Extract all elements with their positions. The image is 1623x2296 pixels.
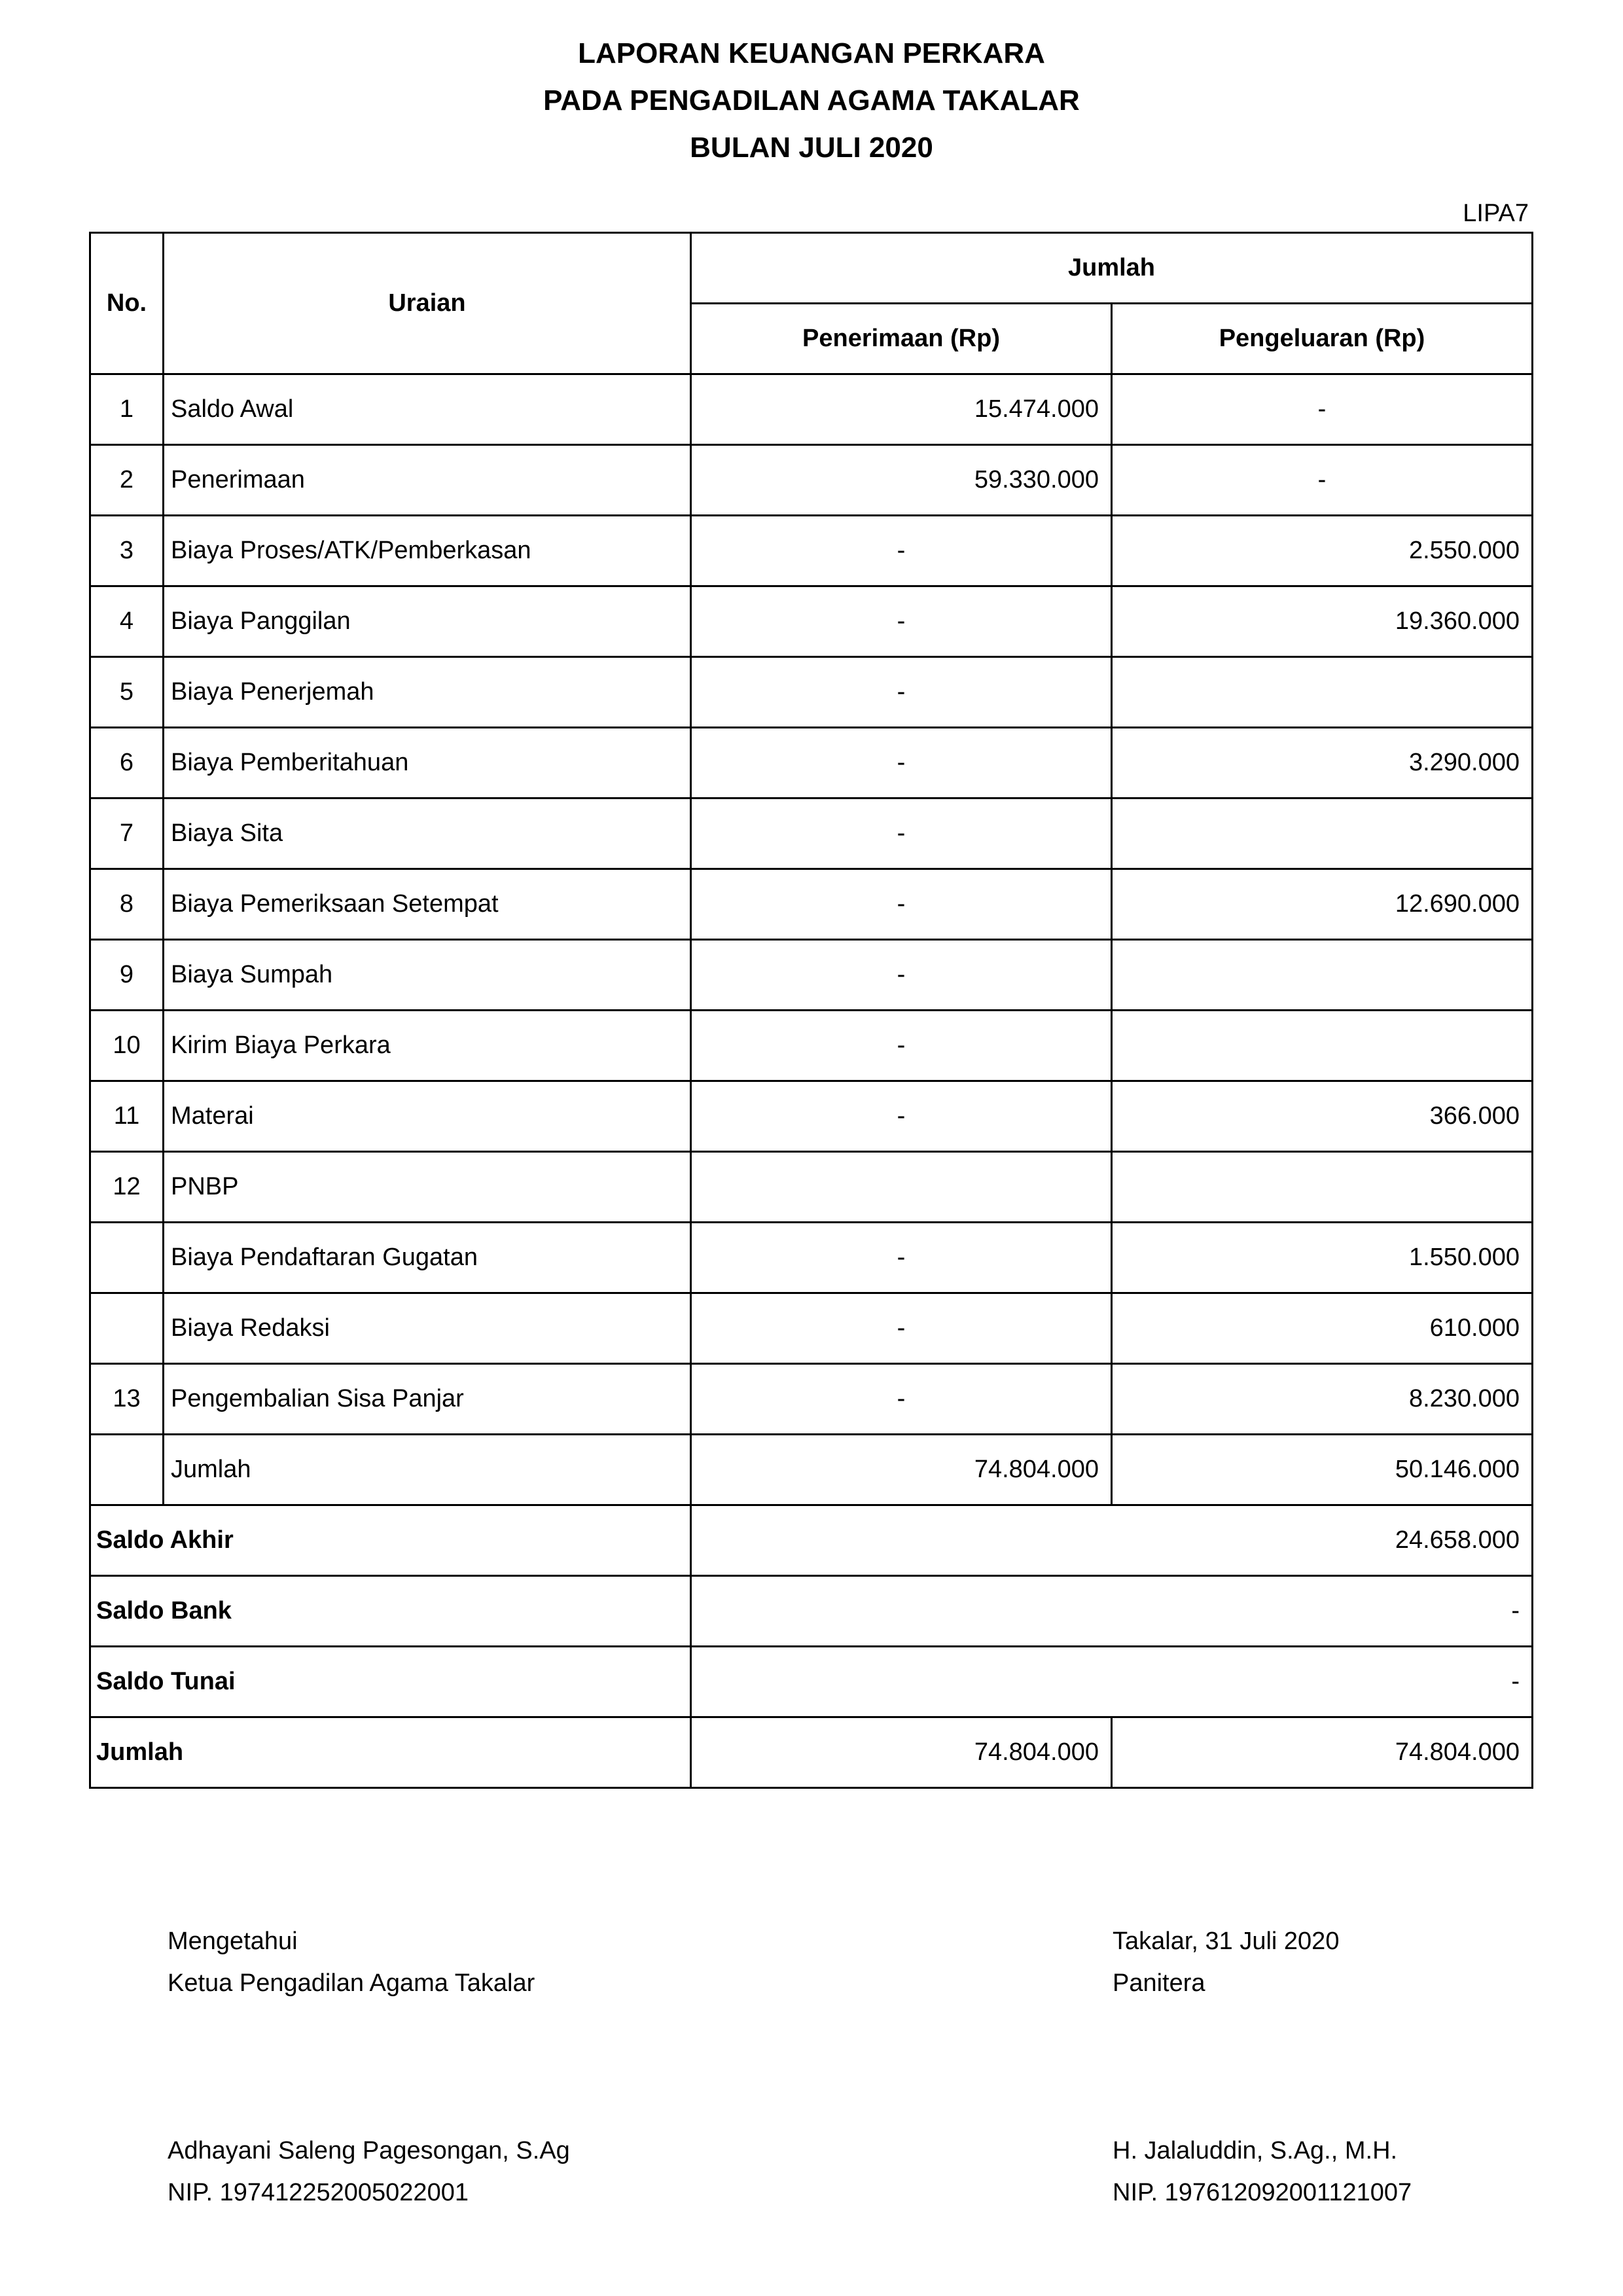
row-no bbox=[90, 1435, 164, 1505]
table-row bbox=[90, 940, 1533, 1011]
table-row bbox=[90, 1435, 1533, 1505]
table-row bbox=[90, 1081, 1533, 1152]
total-row bbox=[90, 1717, 1533, 1788]
signer-right-nip: NIP. 197612092001121007 bbox=[1113, 2179, 1412, 2206]
table-row bbox=[90, 445, 1533, 516]
saldo-tunai-label: Saldo Tunai bbox=[90, 1647, 691, 1717]
header-pengeluaran: Pengeluaran (Rp) bbox=[1112, 304, 1533, 374]
row-penerimaan: 15.474.000 bbox=[691, 374, 1112, 445]
header-penerimaan: Penerimaan (Rp) bbox=[691, 304, 1112, 374]
header-uraian: Uraian bbox=[164, 233, 691, 374]
row-uraian: Biaya Sumpah bbox=[164, 940, 691, 1011]
row-pengeluaran: 1.550.000 bbox=[1112, 1223, 1533, 1293]
row-pengeluaran bbox=[1112, 798, 1533, 869]
row-penerimaan: - bbox=[691, 657, 1112, 728]
table-row bbox=[90, 1152, 1533, 1223]
table-row bbox=[90, 374, 1533, 445]
row-pengeluaran: 2.550.000 bbox=[1112, 516, 1533, 586]
saldo-akhir-row bbox=[90, 1505, 1533, 1576]
row-uraian: Materai bbox=[164, 1081, 691, 1152]
header-jumlah: Jumlah bbox=[691, 233, 1533, 304]
saldo-tunai-value: - bbox=[691, 1647, 1533, 1717]
report-court: PADA PENGADILAN AGAMA TAKALAR bbox=[543, 84, 1080, 117]
saldo-akhir-value: 24.658.000 bbox=[691, 1505, 1533, 1576]
financial-report-table bbox=[89, 232, 1533, 1789]
row-pengeluaran: 12.690.000 bbox=[1112, 869, 1533, 940]
saldo-akhir-label: Saldo Akhir bbox=[90, 1505, 691, 1576]
row-penerimaan: - bbox=[691, 1011, 1112, 1081]
row-pengeluaran: 366.000 bbox=[1112, 1081, 1533, 1152]
row-penerimaan: - bbox=[691, 1293, 1112, 1364]
row-uraian: PNBP bbox=[164, 1152, 691, 1223]
row-penerimaan: - bbox=[691, 1223, 1112, 1293]
saldo-tunai-row bbox=[90, 1647, 1533, 1717]
row-no: 2 bbox=[90, 445, 164, 516]
saldo-bank-row bbox=[90, 1576, 1533, 1647]
header-no: No. bbox=[90, 233, 164, 374]
row-penerimaan: - bbox=[691, 1081, 1112, 1152]
row-no: 8 bbox=[90, 869, 164, 940]
row-pengeluaran bbox=[1112, 1152, 1533, 1223]
row-uraian: Jumlah bbox=[164, 1435, 691, 1505]
row-pengeluaran bbox=[1112, 940, 1533, 1011]
row-no: 9 bbox=[90, 940, 164, 1011]
row-penerimaan: - bbox=[691, 728, 1112, 798]
row-uraian: Kirim Biaya Perkara bbox=[164, 1011, 691, 1081]
row-uraian: Biaya Proses/ATK/Pemberkasan bbox=[164, 516, 691, 586]
row-no bbox=[90, 1223, 164, 1293]
footer-left-line1: Mengetahui bbox=[168, 1928, 298, 1955]
row-pengeluaran: - bbox=[1112, 445, 1533, 516]
row-penerimaan: 59.330.000 bbox=[691, 445, 1112, 516]
row-penerimaan: - bbox=[691, 516, 1112, 586]
row-uraian: Biaya Pendaftaran Gugatan bbox=[164, 1223, 691, 1293]
report-title: LAPORAN KEUANGAN PERKARA bbox=[578, 37, 1045, 69]
row-pengeluaran: 8.230.000 bbox=[1112, 1364, 1533, 1435]
row-uraian: Biaya Panggilan bbox=[164, 586, 691, 657]
table-row bbox=[90, 869, 1533, 940]
footer-left-line2: Ketua Pengadilan Agama Takalar bbox=[168, 1969, 535, 1997]
signature-right bbox=[1113, 2130, 1412, 2214]
row-uraian: Biaya Penerjemah bbox=[164, 657, 691, 728]
row-no bbox=[90, 1293, 164, 1364]
report-body bbox=[90, 374, 1533, 1505]
row-pengeluaran: - bbox=[1112, 374, 1533, 445]
row-penerimaan: - bbox=[691, 586, 1112, 657]
table-row bbox=[90, 1011, 1533, 1081]
table-row bbox=[90, 1364, 1533, 1435]
row-uraian: Penerimaan bbox=[164, 445, 691, 516]
saldo-bank-value: - bbox=[691, 1576, 1533, 1647]
row-no: 5 bbox=[90, 657, 164, 728]
report-period: BULAN JULI 2020 bbox=[690, 132, 933, 164]
row-uraian: Biaya Sita bbox=[164, 798, 691, 869]
row-pengeluaran: 610.000 bbox=[1112, 1293, 1533, 1364]
row-penerimaan: - bbox=[691, 869, 1112, 940]
total-penerimaan: 74.804.000 bbox=[691, 1717, 1112, 1788]
table-row bbox=[90, 1293, 1533, 1364]
row-pengeluaran: 19.360.000 bbox=[1112, 586, 1533, 657]
row-uraian: Biaya Pemberitahuan bbox=[164, 728, 691, 798]
table-row bbox=[90, 516, 1533, 586]
row-no: 7 bbox=[90, 798, 164, 869]
row-pengeluaran bbox=[1112, 1011, 1533, 1081]
signer-left-nip: NIP. 197412252005022001 bbox=[168, 2179, 469, 2206]
signature-left bbox=[168, 2130, 570, 2214]
table-row bbox=[90, 1223, 1533, 1293]
row-no: 10 bbox=[90, 1011, 164, 1081]
row-no: 12 bbox=[90, 1152, 164, 1223]
row-penerimaan: - bbox=[691, 1364, 1112, 1435]
footer-left bbox=[168, 1920, 535, 2004]
signer-left-name: Adhayani Saleng Pagesongan, S.Ag bbox=[168, 2137, 570, 2164]
row-pengeluaran: 50.146.000 bbox=[1112, 1435, 1533, 1505]
row-penerimaan bbox=[691, 1152, 1112, 1223]
row-penerimaan: 74.804.000 bbox=[691, 1435, 1112, 1505]
row-no: 6 bbox=[90, 728, 164, 798]
footer-right-line2: Panitera bbox=[1113, 1969, 1205, 1997]
row-no: 4 bbox=[90, 586, 164, 657]
row-penerimaan: - bbox=[691, 798, 1112, 869]
total-pengeluaran: 74.804.000 bbox=[1112, 1717, 1533, 1788]
summary-body bbox=[90, 1505, 1533, 1788]
row-uraian: Pengembalian Sisa Panjar bbox=[164, 1364, 691, 1435]
row-pengeluaran: 3.290.000 bbox=[1112, 728, 1533, 798]
row-no: 11 bbox=[90, 1081, 164, 1152]
row-no: 1 bbox=[90, 374, 164, 445]
footer-right bbox=[1113, 1920, 1339, 2004]
table-row bbox=[90, 586, 1533, 657]
row-no: 3 bbox=[90, 516, 164, 586]
table-row bbox=[90, 728, 1533, 798]
row-uraian: Biaya Pemeriksaan Setempat bbox=[164, 869, 691, 940]
signer-right-name: H. Jalaluddin, S.Ag., M.H. bbox=[1113, 2137, 1398, 2164]
table-row bbox=[90, 657, 1533, 728]
saldo-bank-label: Saldo Bank bbox=[90, 1576, 691, 1647]
form-code: LIPA7 bbox=[1463, 200, 1529, 227]
row-pengeluaran bbox=[1112, 657, 1533, 728]
row-no: 13 bbox=[90, 1364, 164, 1435]
footer-right-line1: Takalar, 31 Juli 2020 bbox=[1113, 1928, 1340, 1955]
row-uraian: Saldo Awal bbox=[164, 374, 691, 445]
total-label: Jumlah bbox=[90, 1717, 691, 1788]
row-uraian: Biaya Redaksi bbox=[164, 1293, 691, 1364]
table-row bbox=[90, 798, 1533, 869]
report-header bbox=[0, 30, 1623, 171]
row-penerimaan: - bbox=[691, 940, 1112, 1011]
